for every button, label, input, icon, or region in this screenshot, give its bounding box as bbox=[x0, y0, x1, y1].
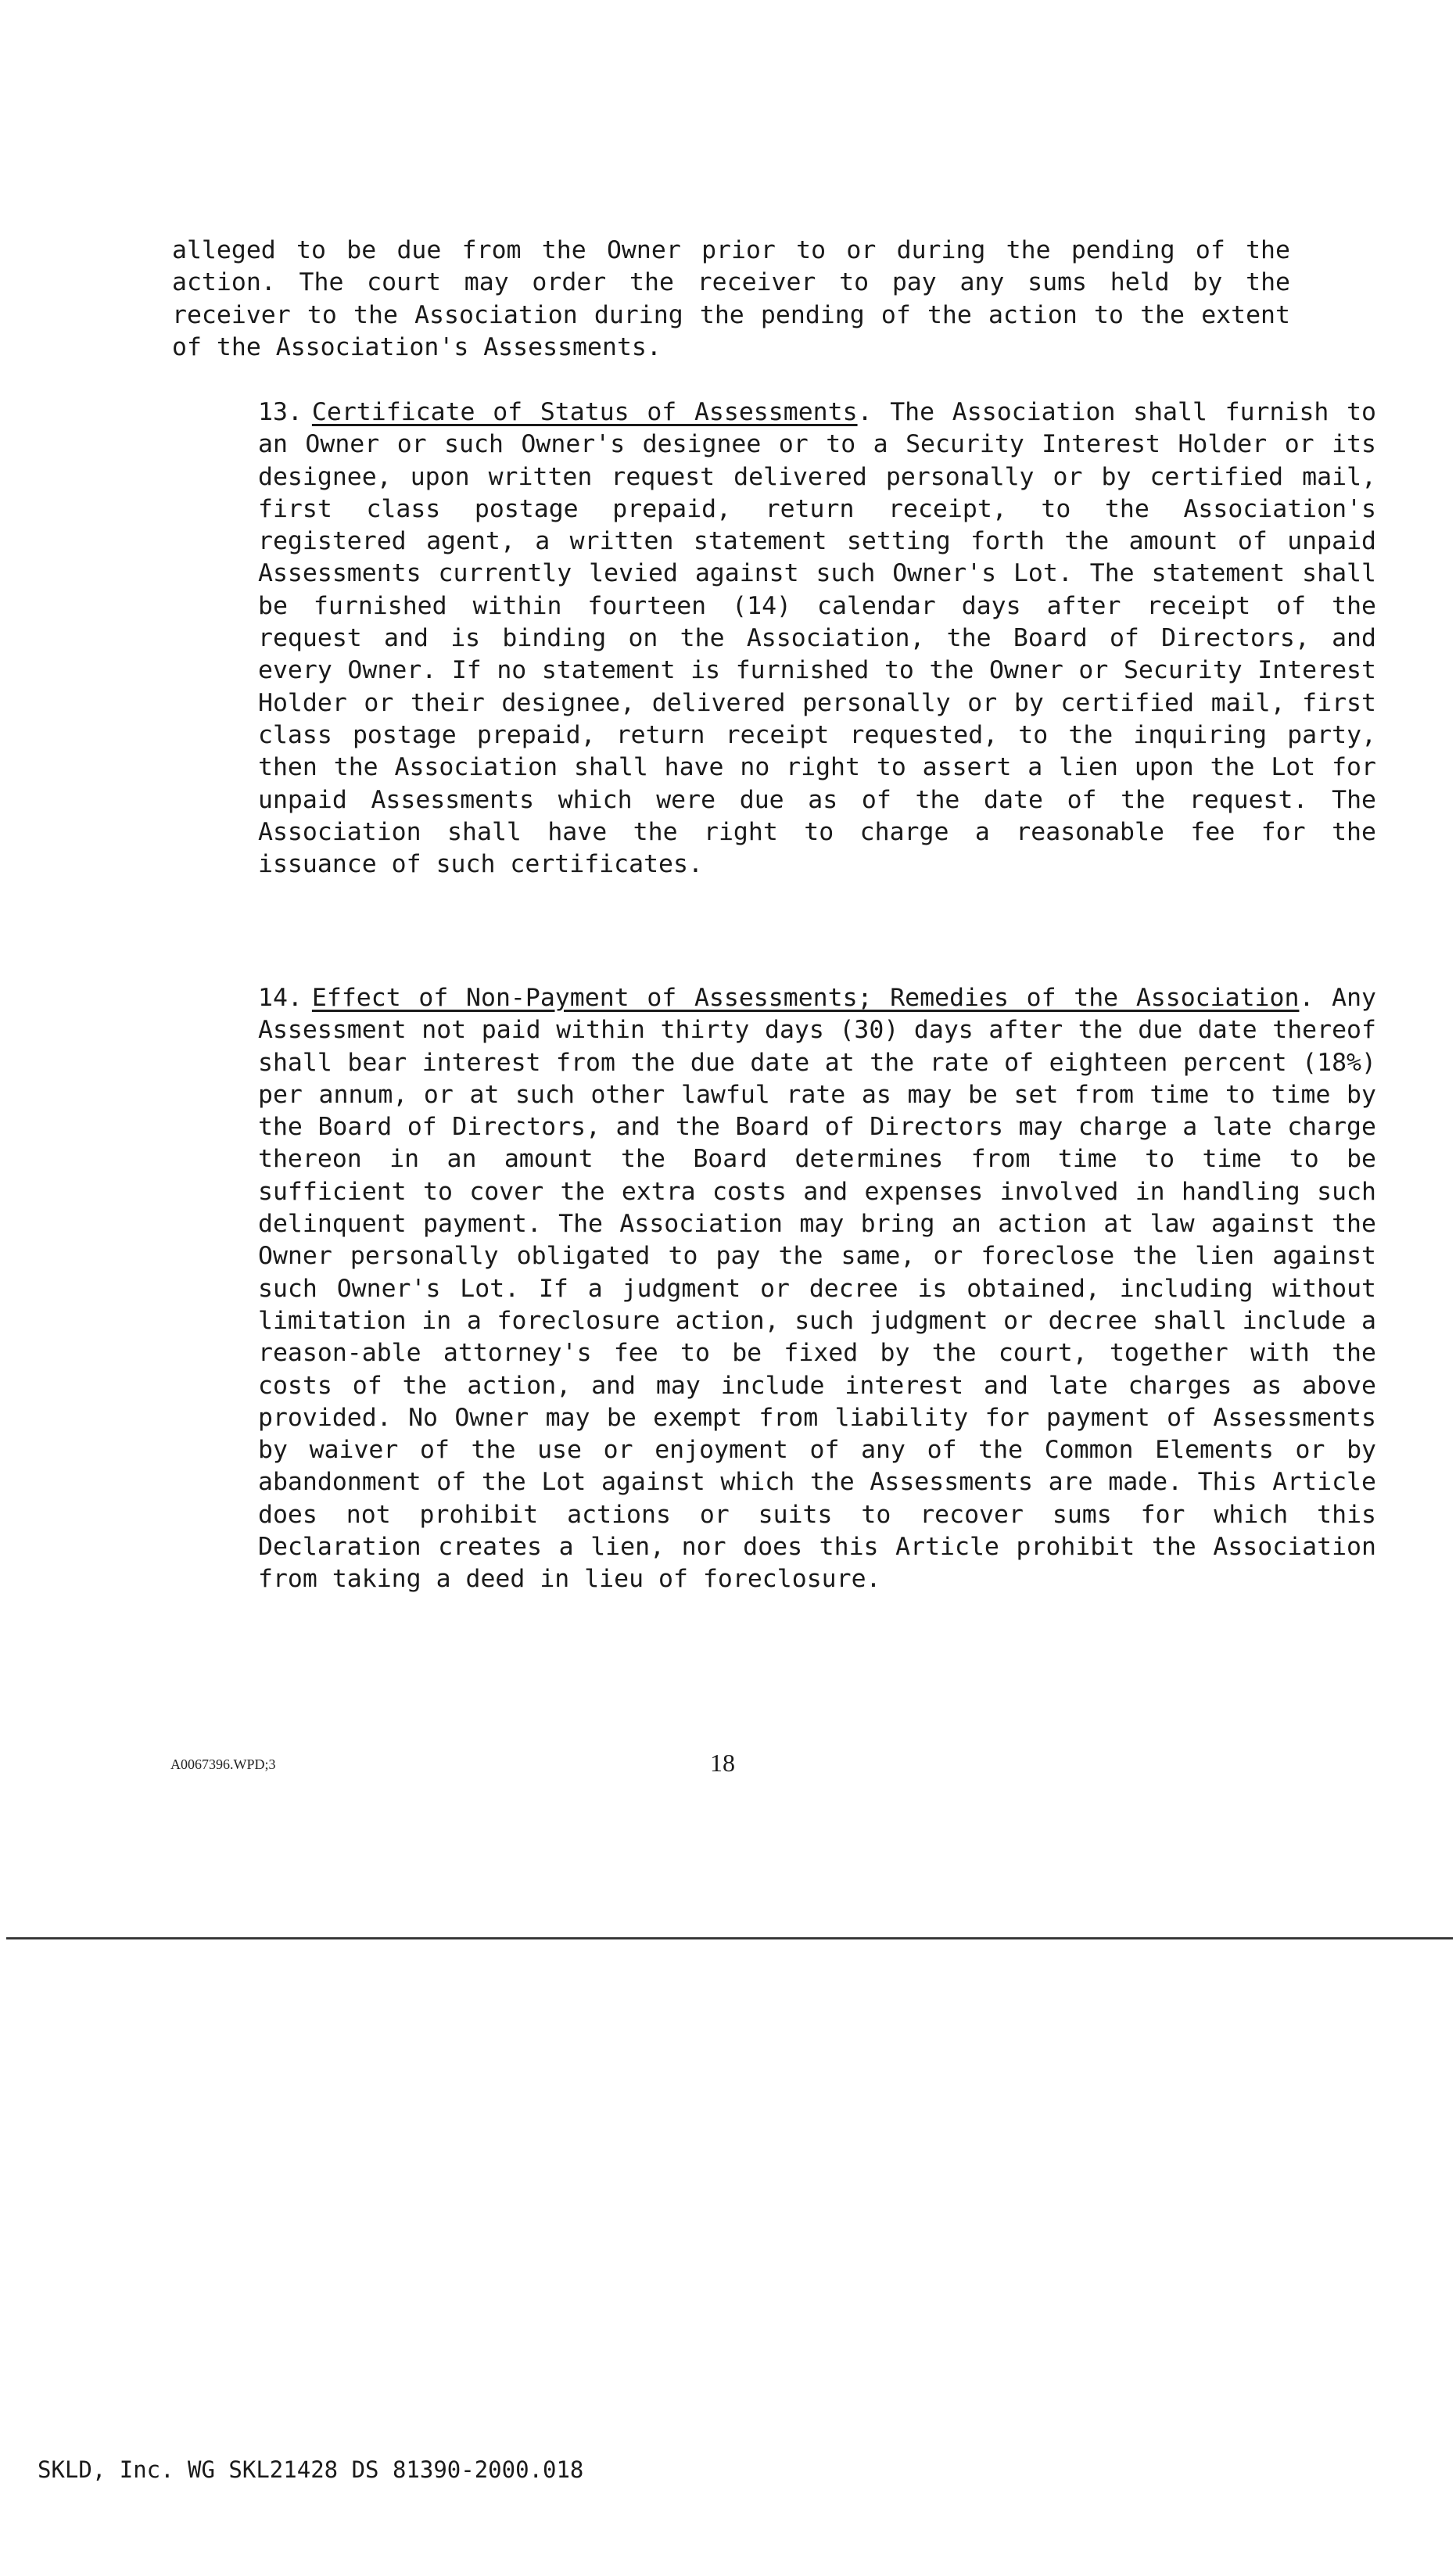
section-14-heading: Effect of Non-Payment of Assessments; Remedies of the Association bbox=[311, 984, 1300, 1012]
section-14-number: 14. bbox=[258, 984, 303, 1012]
section-13 bbox=[172, 396, 1376, 881]
page-number: 18 bbox=[710, 1749, 735, 1777]
footer-file-code: A0067396.WPD;3 bbox=[170, 1756, 276, 1772]
document-id: SKLD, Inc. WG SKL21428 DS 81390-2000.018 bbox=[38, 2456, 584, 2483]
section-13-number: 13. bbox=[258, 398, 303, 426]
page-divider bbox=[6, 1937, 1453, 1939]
section-13-heading: Certificate of Status of Assessments bbox=[311, 398, 858, 426]
section-14 bbox=[172, 982, 1376, 1596]
paragraph-intro: alleged to be due from the Owner prior to or during the pending of the action. The court may order the receiver to pay any sums held by the receiver to the Association during the pending of the action to the extent of the Association's Assessments. bbox=[172, 236, 1290, 361]
section-14-text: . Any Assessment not paid within thirty days (30) days after the due date thereof shall bear interest from the due date at the rate of eighteen percent (18%) per annum, or at such other lawful rate as may be set from time to time by the Board of Directors, and the Board of Directors may charge a late charge thereon in an amount the Board determines from time to time to be sufficient to cover the extra costs and expenses involved in handling such delinquent payment. The Association may bring an action at law against the Owner personally obligated to pay the same, or foreclose the lien against such Owner's Lot. If a judgment or decree is obtained, including without limitation in a foreclosure action, such judgment or decree shall include a reason-able attorney's fee to be fixed by the court, together with the costs of the action, and may include interest and late charges as above provided. No Owner may be exempt from liability for payment of Assessments by waiver of the use or enjoyment of any of the Common Elements or by abandonment of the Lot against which the Assessments are made. This Article does not prohibit actions or suits to recover sums for which this Declaration creates a lien, nor does this Article prohibit the Association from taking a deed in lieu of foreclosure. bbox=[258, 984, 1377, 1594]
section-13-text: . The Association shall furnish to an Owner or such Owner's designee or to a Security Interest Holder or its designee, upon written request delivered personally or by certified mail, first class postage prepaid, return receipt, to the Association's registered agent, a written statement setting forth the amount of unpaid Assessments currently levied against such Owner's Lot. The statement shall be furnished within fourteen (14) calendar days after receipt of the request and is binding on the Association, the Board of Directors, and every Owner. If no statement is furnished to the Owner or Security Interest Holder or their designee, delivered personally or by certified mail, first class postage prepaid, return receipt requested, to the inquiring party, then the Association shall have no right to assert a lien upon the Lot for unpaid Assessments which were due as of the date of the request. The Association shall have the right to charge a reasonable fee for the issuance of such certificates. bbox=[258, 398, 1377, 879]
